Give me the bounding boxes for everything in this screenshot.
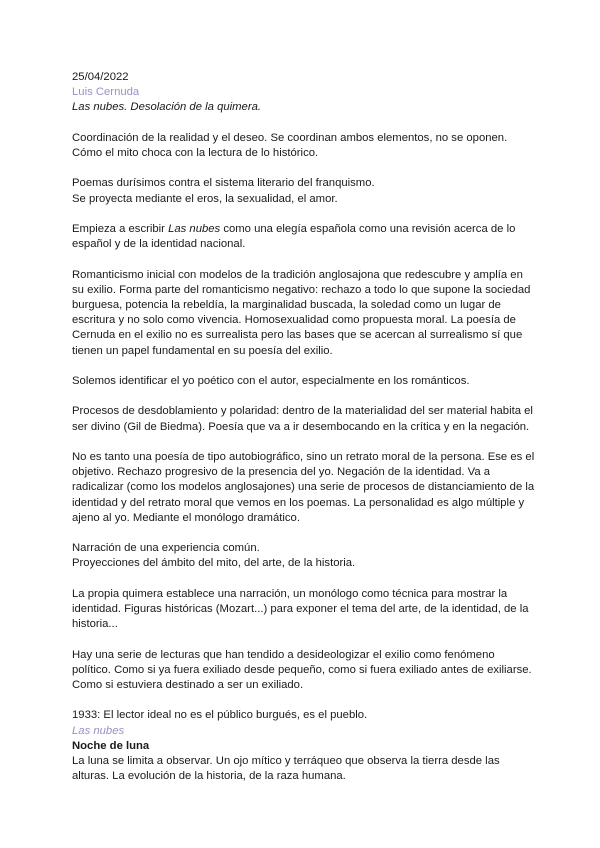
paragraph-6 xyxy=(72,404,533,434)
paragraph-line: burguesa, potencia la rebeldía, la marginalidad buscada, la soledad como un lugar de xyxy=(72,298,501,311)
paragraph-9 xyxy=(72,587,530,633)
document-title: Las nubes. Desolación de la quimera. xyxy=(72,101,262,114)
paragraph-line: Procesos de desdoblamiento y polaridad: dentro de la materialidad del ser material habita el xyxy=(72,405,533,418)
author-line: Luis Cernuda xyxy=(72,86,140,99)
paragraph-line: Coordinación de la realidad y el deseo. Se coordinan ambos elementos, no se oponen. xyxy=(72,131,508,144)
poem-title: Noche de luna xyxy=(72,739,150,752)
paragraph-line: Poemas durísimos contra el sistema literario del franquismo. xyxy=(72,177,375,190)
paragraph-line: Cernuda en el exilio no es surrealista pero las bases que se acercan al surrealismo sí que xyxy=(72,329,523,342)
paragraph-2 xyxy=(72,176,530,206)
section-subheading: Las nubes xyxy=(72,724,125,737)
footer-section xyxy=(72,708,530,784)
paragraph-line: Solemos identificar el yo poético con el autor, especialmente en los románticos. xyxy=(72,374,470,387)
paragraph-line: Hay una serie de lecturas que han tendido a desideologizar el exilio como fenómeno xyxy=(72,648,495,661)
paragraph-8 xyxy=(72,541,530,571)
paragraph-line: su exilio. Forma parte del romanticismo negativo: rechazo a todo lo que supone la sociedad xyxy=(72,283,531,296)
book-title-inline: Las nubes xyxy=(168,222,221,235)
paragraph-line: identidad. Figuras históricas (Mozart...) para exponer el tema del arte, de la identidad, de la xyxy=(72,602,529,615)
paragraph-line: tienen un papel fundamental en su poesía del exilio. xyxy=(72,344,333,357)
paragraph-4 xyxy=(72,268,530,359)
paragraph-line: español y de la identidad nacional. xyxy=(72,238,246,251)
paragraph-5 xyxy=(72,374,530,389)
paragraph-line: objetivo. Rechazo progresivo de la presencia del yo. Negación de la identidad. Va a xyxy=(72,466,491,479)
paragraph-line: 1933: El lector ideal no es el público burgués, es el pueblo. xyxy=(72,709,368,722)
paragraph-7 xyxy=(72,450,535,526)
paragraph-text: como una elegía española como una revisión acerca de lo xyxy=(220,222,516,235)
paragraph-line: ajeno al yo. Mediante el monólogo dramático. xyxy=(72,511,300,524)
paragraph-10 xyxy=(72,648,530,694)
paragraph-line: radicalizar (como los modelos anglosajones) una serie de procesos de distanciamiento de la xyxy=(72,481,535,494)
paragraph-line: alturas. La evolución de la historia, de la raza humana. xyxy=(72,770,346,783)
paragraph-1 xyxy=(72,131,530,161)
document-page xyxy=(72,70,535,784)
date-line: 25/04/2022 xyxy=(72,71,129,83)
paragraph-line: Se proyecta mediante el eros, la sexualidad, el amor. xyxy=(72,192,338,205)
paragraph-line: Narración de una experiencia común. xyxy=(72,542,260,555)
paragraph-line: La luna se limita a observar. Un ojo mítico y terráqueo que observa la tierra desde las xyxy=(72,754,500,767)
paragraph-line: Proyecciones del ámbito del mito, del arte, de la historia. xyxy=(72,557,356,570)
paragraph-line: No es tanto una poesía de tipo autobiográfico, sino un retrato moral de la persona. Ese es el xyxy=(72,450,535,463)
paragraph-3 xyxy=(72,222,530,252)
paragraph-line: Cómo el mito choca con la lectura de lo histórico. xyxy=(72,147,319,159)
paragraph-line: escritura y no solo como vivencia. Homosexualidad como propuesta moral. La poesía de xyxy=(72,314,516,327)
paragraph-line: Como si estuviera destinado a ser un exiliado. xyxy=(72,678,304,691)
paragraph-line: La propia quimera establece una narración, un monólogo como técnica para mostrar la xyxy=(72,587,508,600)
paragraph-line: Romanticismo inicial con modelos de la tradición anglosajona que redescubre y amplía en xyxy=(72,268,523,281)
paragraph-text: Empieza a escribir xyxy=(72,222,169,235)
paragraph-line: historia... xyxy=(72,618,118,631)
paragraph-line: identidad y del retrato moral que vemos en los poemas. La personalidad es algo múltiple y xyxy=(72,496,525,509)
paragraph-line: político. Como si ya fuera exiliado desde pequeño, como si fuera exiliado antes de exiliarse. xyxy=(72,663,532,676)
paragraph-line xyxy=(72,222,530,237)
paragraph-line: ser divino (Gil de Biedma). Poesía que va a ir desembocando en la crítica y en la negación. xyxy=(72,420,530,433)
